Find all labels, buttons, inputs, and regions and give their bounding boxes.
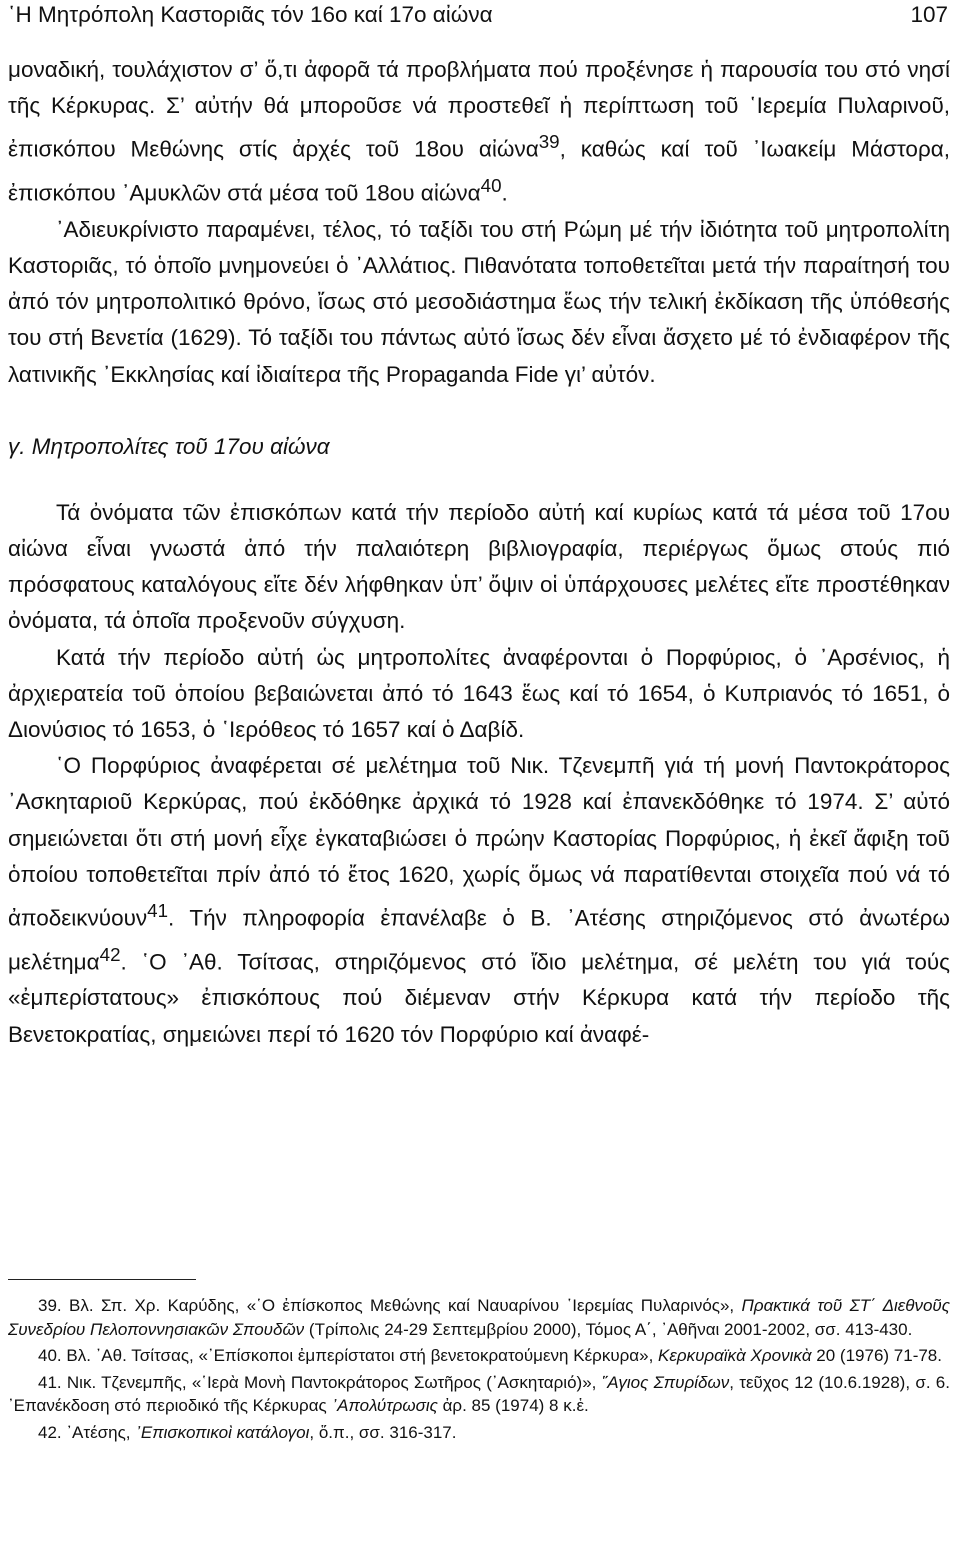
footnote-ref: 40	[480, 175, 502, 197]
main-text	[8, 52, 950, 1053]
paragraph: ῾Ο Πορφύριος ἀναφέρεται σέ μελέτημα τοῦ Νικ. Τζενεμπῆ γιά τή μονή Παντοκράτορος ᾿Ασκηταριοῦ Κερκύρας, πού ἐκδόθηκε ἀρχικά τό 1928 καί ἐπανεκδόθηκε τό 1974. Σ’ αὐτό σημειώνεται ὅτι στή μονή εἶχε ἐγκαταβιώσει ὁ πρώην Καστορίας Πορφύριος, ἡ ἐκεῖ ἄφιξη τοῦ ὁποίου τοποθετεῖται πρίν ἀπό τό ἔτος 1620, χωρίς ὅμως νά παρατίθενται στοιχεῖα πού νά τό ἀποδεικνύουν$^{41}$. Τήν πληροφορία ἐπανέλαβε ὁ Β. ᾿Ατέσης στηριζόμενος στό ἀνωτέρω μελέτημα$^{42}$. ῾Ο ᾿Αθ. Τσίτσας, στηριζόμενος στό ἴδιο μελέτημα, σέ μελέτη του γιά τούς «ἐμπερίστατους» ἐπισκόπους πού διέμεναν στήν Κέρκυρα κατά τήν περίοδο τῆς Βενετοκρατίας, σημειώνει περί τό 1620 τόν Πορφύριο καί ἀναφέ-	[8, 753, 950, 1047]
footnote: 40. Βλ. ᾿Αθ. Τσίτσας, «᾿Επίσκοποι ἐμπερίστατοι στή βενετοκρατούμενη Κέρκυρα», Κερκυραϊκὰ Χρονικὰ 20 (1976) 71-78.	[38, 1346, 942, 1365]
paragraph: ᾿Αδιευκρίνιστο παραμένει, τέλος, τό ταξίδι του στή Ρώμη μέ τήν ἰδιότητα τοῦ μητροπολίτη Καστοριᾶς, τό ὁποῖο μνημονεύει ὁ ᾿Αλλάτιος. Πιθανότατα τοποθετεῖται μετά τήν παραίτησή του ἀπό τόν μητροπολιτικό θρόνο, ἴσως στό μεσοδιάστημα ἕως τήν τελική ἐκδίκαση τῆς ὑπόθεσής του στή Βενετία (1629). Τό ταξίδι του πάντως αὐτό ἴσως δέν εἶναι ἄσχετο μέ τό ἐνδιαφέρον τῆς λατινικῆς ᾿Εκκλησίας καί ἰδιαίτερα τῆς Propaganda Fide γι’ αὐτόν.	[8, 216, 950, 387]
footnote-ref: 41	[147, 900, 169, 922]
footnote-divider	[8, 1279, 196, 1280]
running-header	[8, 2, 948, 34]
section-heading: γ. Μητροπολίτες τοῦ 17ου αἰώνα	[8, 433, 330, 459]
paragraph: Κατά τήν περίοδο αὐτή ὡς μητροπολίτες ἀναφέρονται ὁ Πορφύριος, ὁ ᾿Αρσένιος, ἡ ἀρχιερατεία τοῦ ὁποίου βεβαιώνεται ἀπό τό 1643 ἕως καί τό 1654, ὁ Κυπριανός τό 1651, ὁ Διονύσιος τό 1653, ὁ ῾Ιερόθεος τό 1657 καί ὁ Δαβίδ.	[8, 644, 950, 743]
footnote-ref: 42	[99, 943, 121, 965]
footnote: 39. Βλ. Σπ. Χρ. Καρύδης, «῾Ο ἐπίσκοπος Μεθώνης καί Ναυαρίνου ῾Ιερεμίας Πυλαρινός», Πρακτικά τοῦ ΣΤ΄ Διεθνοῦς Συνεδρίου Πελοποννησιακῶν Σπουδῶν (Τρίπολις 24-29 Σεπτεμβρίου 2000), Τόμος Α΄, ᾿Αθῆναι 2001-2002, σσ. 413-430.	[8, 1296, 951, 1339]
page-number: 107	[910, 2, 948, 27]
footnote: 41. Νικ. Τζενεμπῆς, «῾Ιερὰ Μονὴ Παντοκράτορος Σωτῆρος (᾿Ασκηταριό)», ῞Αγιος Σπυρίδων, τεῦχος 12 (10.6.1928), σ. 6. ᾿Επανέκδοση στό περιοδικό τῆς Κέρκυρας ᾿Απολύτρωσις ἀρ. 85 (1974) 8 κ.ἑ.	[8, 1372, 950, 1415]
paragraph: μοναδική, τουλάχιστον σ’ ὅ,τι ἀφορᾶ τά προβλήματα πού προξένησε ἡ παρουσία του στό νησί τῆς Κέρκυρας. Σ’ αὐτήν θά μποροῦσε νά προστεθεῖ ἡ περίπτωση τοῦ ῾Ιερεμία Πυλαρινοῦ, ἐπισκόπου Μεθώνης στίς ἀρχές τοῦ 18ου αἰώνα$^{39}$, καθώς καί τοῦ ᾿Ιωακείμ Μάστορα, ἐπισκόπου ᾿Αμυκλῶν στά μέσα τοῦ 18ου αἰώνα$^{40}$.	[8, 57, 951, 206]
running-title: ῾Η Μητρόπολη Καστοριᾶς τόν 16ο καί 17ο αἰώνα	[8, 2, 493, 27]
footnotes	[8, 1279, 950, 1447]
footnote: 42. ᾿Ατέσης, ᾿Επισκοπικοὶ κατάλογοι, ὅ.π., σσ. 316-317.	[38, 1422, 457, 1442]
paragraph: Τά ὀνόματα τῶν ἐπισκόπων κατά τήν περίοδο αὐτή καί κυρίως κατά τά μέσα τοῦ 17ου αἰώνα εἶναι γνωστά ἀπό τήν παλαιότερη βιβλιογραφία, περιέργως ὅμως στούς πιό πρόσφατους καταλόγους εἴτε δέν λήφθηκαν ὑπ’ ὄψιν οἱ ὑπάρχουσες μελέτες εἴτε προστέθηκαν ὀνόματα, τά ὁποῖα προξενοῦν σύγχυση.	[8, 499, 950, 634]
footnote-ref: 39	[538, 131, 560, 153]
